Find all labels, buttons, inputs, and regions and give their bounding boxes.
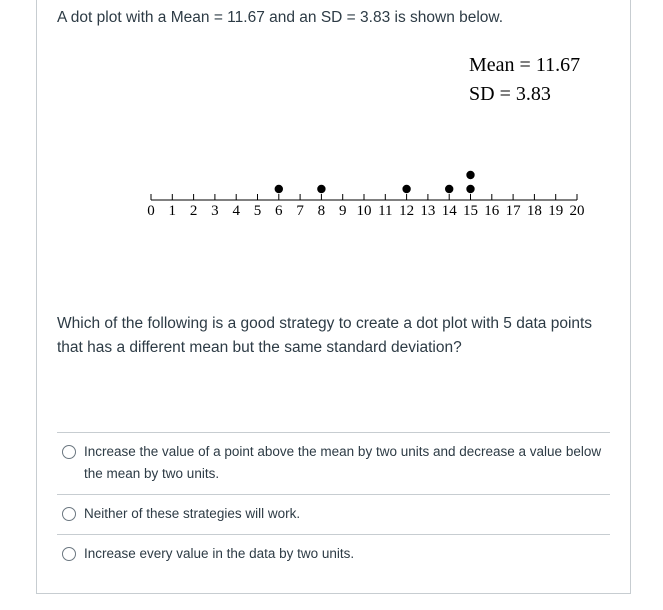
radio-button-1[interactable] xyxy=(62,445,76,459)
tick-label: 13 xyxy=(420,203,436,219)
dot-plot-tick-labels xyxy=(147,203,584,219)
data-dot xyxy=(275,185,283,193)
tick-label: 0 xyxy=(147,203,155,219)
answer-option-1[interactable] xyxy=(57,432,610,494)
tick-label: 18 xyxy=(526,203,542,219)
radio-button-3[interactable] xyxy=(62,547,76,561)
tick-label: 6 xyxy=(275,203,283,219)
dot-plot-dots xyxy=(275,171,475,193)
tick-label: 15 xyxy=(463,203,478,219)
data-dot xyxy=(466,185,474,193)
tick-label: 1 xyxy=(168,203,177,219)
tick-label: 2 xyxy=(189,203,198,219)
tick-label: 4 xyxy=(232,203,240,219)
data-dot xyxy=(317,185,325,193)
answer-label-2: Neither of these strategies will work. xyxy=(84,506,301,521)
tick-label: 9 xyxy=(338,203,347,219)
tick-label: 16 xyxy=(484,203,500,219)
answer-option-3[interactable] xyxy=(57,534,610,574)
radio-button-2[interactable] xyxy=(62,507,76,521)
data-dot xyxy=(402,185,410,193)
answer-label-1: Increase the value of a point above the mean by two units and decrease a value below the mean by two units. xyxy=(84,444,602,481)
answer-label-3: Increase every value in the data by two units. xyxy=(84,546,355,561)
tick-label: 8 xyxy=(317,203,326,219)
tick-label: 5 xyxy=(253,203,262,219)
tick-label: 14 xyxy=(441,203,457,219)
tick-label: 17 xyxy=(505,203,521,219)
tick-label: 11 xyxy=(378,203,393,219)
tick-label: 20 xyxy=(569,203,585,219)
dot-plot-axis xyxy=(151,194,577,200)
question-prompt: Which of the following is a good strategy to create a dot plot with 5 data points that has a different mean but the same standard deviation? xyxy=(57,315,593,356)
data-dot xyxy=(445,185,453,193)
answer-option-2[interactable] xyxy=(57,494,610,534)
tick-label: 12 xyxy=(399,203,415,219)
tick-label: 7 xyxy=(296,203,304,219)
tick-label: 10 xyxy=(356,203,372,219)
mean-label: Mean = 11.67 xyxy=(469,54,581,76)
question-card xyxy=(36,0,631,594)
dot-plot xyxy=(37,40,632,280)
tick-label: 3 xyxy=(211,203,219,219)
sd-label: SD = 3.83 xyxy=(469,83,551,105)
answer-list xyxy=(57,432,610,574)
tick-label: 19 xyxy=(548,203,564,219)
data-dot xyxy=(466,171,474,179)
question-intro: A dot plot with a Mean = 11.67 and an SD = 3.83 is shown below. xyxy=(57,9,504,26)
